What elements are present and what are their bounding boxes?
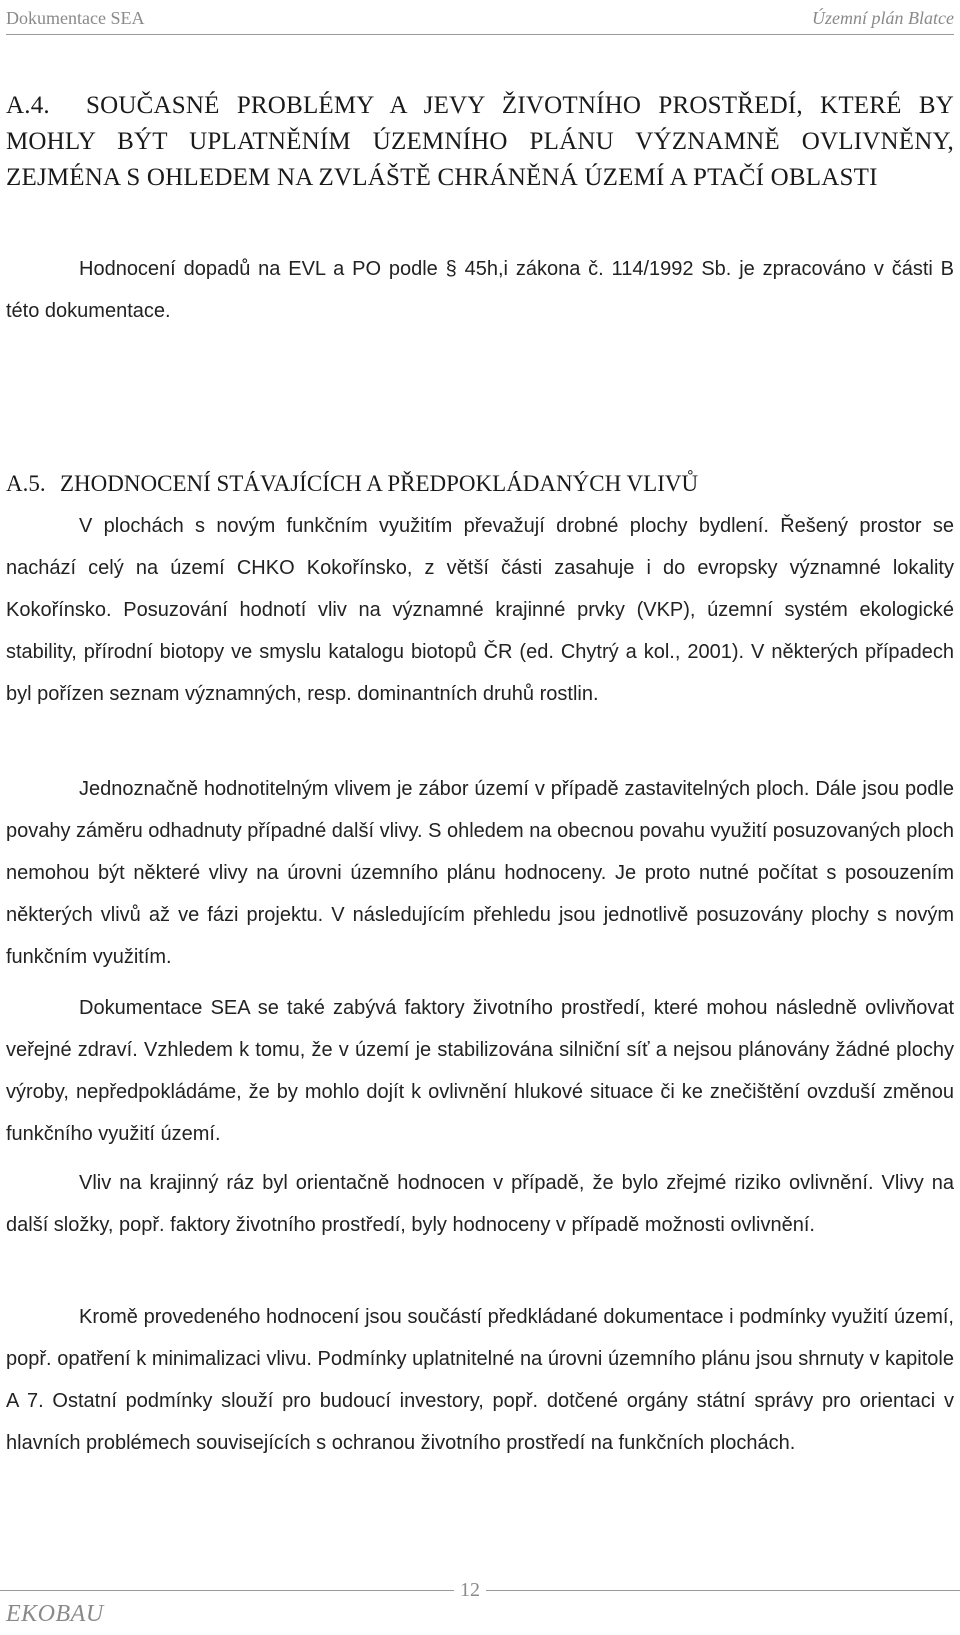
paragraph-3: Dokumentace SEA se také zabývá faktory životního prostředí, které mohou následně ovlivňovat veřejné zdraví. Vzhledem k tomu, že v území je stabilizována silniční síť a nejsou plánovány žádné plochy výroby, nepředpokládáme, že by mohlo dojít k ovlivnění hlukové situace či ke znečištění ovzduší změnou funkčního využití území.: [6, 997, 954, 1145]
page-footer: [0, 1579, 960, 1635]
section-a5-heading: [6, 466, 954, 502]
section-a4-number: A.4.: [6, 92, 50, 119]
section-a5-number: A.5.: [6, 471, 46, 496]
header-project-name: Územní plán Blatce: [812, 7, 954, 28]
paragraph-5: Kromě provedeného hodnocení jsou součástí předkládané dokumentace i podmínky využití území, popř. opatření k minimalizaci vlivu. Podmínky uplatnitelné na úrovni územního plánu jsou shrnuty v kapitole A 7. Ostatní podmínky slouží pro budoucí investory, popř. dotčené orgány státní správy pro orientaci v hlavních problémech souvisejících s ochranou životního prostředí na funkčních plochách.: [6, 1306, 954, 1454]
section-a4-heading: [6, 88, 954, 196]
paragraph-1: V plochách s novým funkčním využitím převažují drobné plochy bydlení. Řešený prostor se nachází celý na území CHKO Kokořínsko, z větší části zasahuje i do evropsky významné lokality Kokořínsko. Posuzování hodnotí vliv na významné krajinné prvky (VKP), územní systém ekologické stability, přírodní biotopy ve smyslu katalogu biotopů ČR (ed. Chytrý a kol., 2001). V některých případech byl pořízen seznam významných, resp. dominantních druhů rostlin.: [6, 515, 954, 705]
page-number: 12: [454, 1579, 486, 1602]
section-a4-paragraph: Hodnocení dopadů na EVL a PO podle § 45h,i zákona č. 114/1992 Sb. je zpracováno v části B této dokumentace.: [6, 258, 954, 322]
header-document-name: Dokumentace SEA: [6, 7, 145, 28]
paragraph-2: Jednoznačně hodnotitelným vlivem je zábor území v případě zastavitelných ploch. Dále jsou podle povahy záměru odhadnuty případné další vlivy. S ohledem na obecnou povahu využití posuzovaných ploch nemohou být některé vlivy na úrovni územního plánu hodnoceny. Je proto nutné počítat s posouzením některých vlivů až ve fázi projektu. V následujícím přehledu jsou jednotlivě posuzovány plochy s novým funkčním využitím.: [6, 778, 955, 968]
paragraph-4: Vliv na krajinný ráz byl orientačně hodnocen v případě, že bylo zřejmé riziko ovlivnění. Vlivy na další složky, popř. faktory životního prostředí, byly hodnoceny v případě možnosti ovlivnění.: [6, 1172, 954, 1236]
section-a5-title: ZHODNOCENÍ STÁVAJÍCÍCH A PŘEDPOKLÁDANÝCH VLIVŮ: [60, 471, 699, 496]
section-a4-title: SOUČASNÉ PROBLÉMY A JEVY ŽIVOTNÍHO PROSTŘEDÍ, KTERÉ BY MOHLY BÝT UPLATNĚNÍM ÚZEMNÍHO PLÁNU VÝZNAMNĚ OVLIVNĚNY, ZEJMÉNA S OHLEDEM NA ZVLÁŠTĚ CHRÁNĚNÁ ÚZEMÍ A PTAČÍ OBLASTI: [6, 92, 954, 191]
page-header: [6, 2, 954, 35]
footer-company-name: EKOBAU: [6, 1601, 104, 1627]
